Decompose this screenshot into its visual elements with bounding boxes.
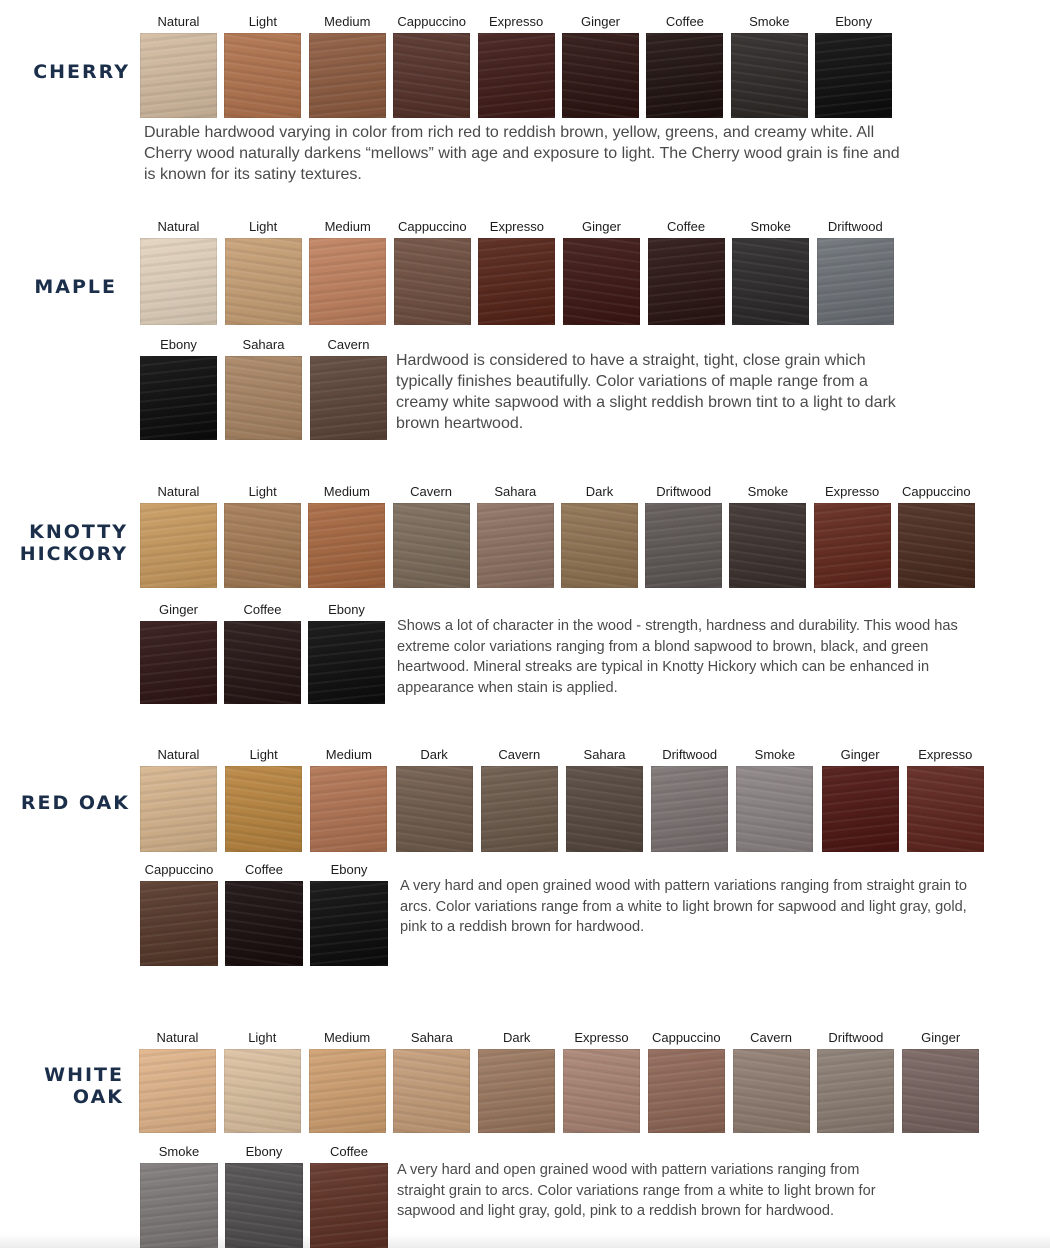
stain-label: Expresso [918, 747, 973, 762]
stain-swatch [822, 747, 899, 852]
stain-swatch [651, 747, 728, 852]
stain-swatch [140, 484, 217, 588]
wood-sample-chip [731, 33, 808, 118]
wood-sample-chip [140, 356, 217, 440]
stain-label: Medium [324, 14, 371, 29]
wood-sample-chip [140, 1163, 218, 1248]
stain-label: Driftwood [662, 747, 718, 762]
wood-sample-chip [817, 1049, 894, 1133]
stain-swatch [225, 219, 302, 325]
stain-swatch [225, 862, 303, 966]
stain-swatch [814, 484, 891, 588]
stain-swatch [224, 14, 301, 118]
wood-sample-chip [225, 238, 302, 325]
stain-swatch [140, 219, 217, 325]
stain-swatch [817, 219, 894, 325]
stain-label: Sahara [242, 337, 285, 352]
wood-title-line: WHITE [44, 1064, 124, 1086]
stain-swatch [566, 747, 643, 852]
stain-swatch [139, 1030, 216, 1133]
stain-swatch [140, 862, 218, 966]
wood-sample-chip [394, 238, 471, 325]
stain-swatch [225, 747, 302, 852]
wood-sample-chip [563, 238, 640, 325]
stain-swatch [393, 1030, 470, 1133]
wood-sample-chip [736, 766, 813, 852]
wood-description-cherry: Durable hardwood varying in color from rich red to reddish brown, yellow, greens, and creamy white. All Cherry wood naturally darkens “mellows” with age and exposure to light. The Cherry wood grain is fine and is known for its satiny textures. [144, 124, 900, 183]
stain-swatch [648, 219, 725, 325]
wood-sample-chip [563, 1049, 640, 1133]
stain-swatch [225, 337, 302, 440]
wood-sample-chip [310, 766, 387, 852]
stain-label: Cappuccino [144, 862, 214, 877]
stain-swatch [563, 219, 640, 325]
stain-swatch [902, 1030, 979, 1133]
wood-sample-chip [308, 621, 385, 704]
stain-swatch [140, 337, 217, 440]
wood-sample-chip [310, 1163, 388, 1248]
stain-swatch [562, 14, 639, 118]
stain-swatch [393, 14, 470, 118]
wood-sample-chip [562, 33, 639, 118]
stain-label: Natural [157, 14, 200, 29]
stain-label: Natural [157, 484, 200, 499]
wood-sample-chip [651, 766, 728, 852]
wood-sample-chip [224, 1049, 301, 1133]
stain-label: Cavern [327, 337, 370, 352]
wood-title-white-oak [20, 1064, 124, 1108]
wood-sample-chip [140, 503, 217, 588]
wood-title-maple [20, 276, 117, 298]
stain-label: Driftwood [656, 484, 712, 499]
stain-swatch [648, 1030, 725, 1133]
stain-swatch [729, 484, 806, 588]
wood-sample-chip [733, 1049, 810, 1133]
stain-label: Medium [325, 747, 373, 762]
stain-label: Light [248, 14, 277, 29]
stain-label: Smoke [754, 747, 796, 762]
wood-sample-chip [645, 503, 722, 588]
wood-sample-chip [225, 881, 303, 966]
stain-swatch [140, 747, 217, 852]
wood-sample-chip [646, 33, 723, 118]
stain-label: Smoke [747, 484, 789, 499]
stain-swatch [907, 747, 984, 852]
stain-swatch [310, 747, 387, 852]
wood-sample-chip [817, 238, 894, 325]
stain-label: Ebony [328, 602, 365, 617]
stain-swatch [396, 747, 473, 852]
wood-sample-chip [140, 766, 217, 852]
stain-swatch [224, 602, 301, 704]
wood-sample-chip [224, 503, 301, 588]
stain-swatch [394, 219, 471, 325]
stain-swatch [481, 747, 558, 852]
wood-sample-chip [648, 238, 725, 325]
stain-swatch [309, 1030, 386, 1133]
stain-swatch [393, 484, 470, 588]
stain-label: Ginger [840, 747, 880, 762]
wood-sample-chip [648, 1049, 725, 1133]
stain-swatch [815, 14, 892, 118]
stain-swatch [310, 337, 387, 440]
stain-swatch [309, 14, 386, 118]
wood-sample-chip [139, 1049, 216, 1133]
stain-label: Light [248, 1030, 277, 1045]
wood-sample-chip [478, 33, 555, 118]
stain-swatch [224, 1030, 301, 1133]
stain-swatch [732, 219, 809, 325]
stain-swatch [310, 862, 388, 966]
stain-label: Ebony [160, 337, 197, 352]
wood-sample-chip [309, 33, 386, 118]
stain-label: Dark [502, 1030, 531, 1045]
stain-label: Dark [420, 747, 448, 762]
stain-swatch [736, 747, 813, 852]
stain-swatch [310, 1144, 388, 1248]
stain-label: Ginger [158, 602, 199, 617]
stain-swatch [817, 1030, 894, 1133]
wood-sample-chip [310, 881, 388, 966]
wood-sample-chip [140, 238, 217, 325]
stain-label: Expresso [488, 14, 544, 29]
stain-swatch [140, 602, 217, 704]
stain-label: Dark [585, 484, 614, 499]
wood-sample-chip [907, 766, 984, 852]
wood-description-red-oak: A very hard and open grained wood with pattern variations ranging from straight grain to arcs. Color variations range from a white to light brown for sapwood and light gray, gold, pink to a reddish brown for hardwood. [400, 878, 968, 935]
stain-label: Cappuccino [901, 484, 971, 499]
wood-title-line: HICKORY [19, 543, 128, 565]
wood-title-line: KNOTTY [29, 521, 128, 543]
wood-title-line: MAPLE [34, 276, 117, 298]
wood-sample-chip [225, 356, 302, 440]
stain-label: Expresso [824, 484, 880, 499]
stain-swatch [308, 484, 385, 588]
stain-label: Cavern [410, 484, 453, 499]
wood-sample-chip [393, 1049, 470, 1133]
stain-swatch [477, 484, 554, 588]
wood-sample-chip [561, 503, 638, 588]
stain-label: Sahara [494, 484, 537, 499]
stain-swatch [224, 484, 301, 588]
stain-swatch [645, 484, 722, 588]
wood-sample-chip [902, 1049, 979, 1133]
stain-swatch [308, 602, 385, 704]
stain-swatch [733, 1030, 810, 1133]
wood-sample-chip [814, 503, 891, 588]
wood-sample-chip [225, 766, 302, 852]
wood-sample-chip [225, 1163, 303, 1248]
wood-sample-chip [140, 621, 217, 704]
stain-label: Natural [157, 219, 200, 234]
wood-sample-chip [140, 33, 217, 118]
stain-label: Natural [156, 1030, 199, 1045]
stain-swatch [140, 1144, 218, 1248]
stain-label: Light [249, 747, 278, 762]
stain-swatch [140, 14, 217, 118]
stain-label: Ginger [580, 14, 621, 29]
stain-label: Ginger [921, 1030, 961, 1045]
wood-sample-chip [898, 503, 975, 588]
wood-sample-chip [309, 238, 386, 325]
stain-swatch [731, 14, 808, 118]
wood-sample-chip [224, 621, 301, 704]
stain-label: Driftwood [827, 219, 883, 234]
wood-sample-chip [481, 766, 558, 852]
stain-label: Sahara [410, 1030, 453, 1045]
stain-label: Sahara [583, 747, 626, 762]
stain-label: Medium [324, 219, 371, 234]
wood-title-line: RED OAK [20, 792, 130, 814]
wood-title-knotty-hickory [10, 521, 128, 565]
stain-swatch [898, 484, 975, 588]
wood-description-maple: Hardwood is considered to have a straight, tight, close grain which typically finishes beautifully. Color variations of maple range from a creamy white sapwood with a slight reddish brown tint to a light to dark brown heartwood. [396, 352, 896, 432]
wood-description-knotty-hickory: Shows a lot of character in the wood - strength, hardness and durability. This wood has extreme color variations ranging from a blond sapwood to brown, black, and green heartwood. Mineral streaks are typical in Knotty Hickory which can be enhanced in appearance when stain is applied. [397, 618, 958, 696]
stain-swatch [225, 1144, 303, 1248]
stain-label: Driftwood [828, 1030, 884, 1045]
stain-label: Ginger [581, 219, 622, 234]
wood-title-line: CHERRY [33, 61, 130, 83]
wood-sample-chip [822, 766, 899, 852]
wood-sample-chip [140, 881, 218, 966]
stain-swatch [561, 484, 638, 588]
wood-sample-chip [310, 356, 387, 440]
stain-label: Coffee [244, 862, 284, 877]
stain-swatch [563, 1030, 640, 1133]
stain-label: Expresso [574, 1030, 629, 1045]
stain-label: Coffee [243, 602, 282, 617]
stain-label: Cappuccino [397, 14, 467, 29]
wood-sample-chip [478, 1049, 555, 1133]
stain-label: Smoke [158, 1144, 200, 1159]
wood-sample-chip [309, 1049, 386, 1133]
stain-swatch [478, 14, 555, 118]
stain-label: Cappuccino [397, 219, 467, 234]
wood-sample-chip [393, 33, 470, 118]
stain-swatch [646, 14, 723, 118]
stain-label: Smoke [749, 14, 790, 29]
stain-label: Natural [157, 747, 200, 762]
stain-label: Ebony [245, 1144, 283, 1159]
stain-label: Coffee [329, 1144, 369, 1159]
wood-title-line: OAK [72, 1086, 124, 1108]
wood-sample-chip [815, 33, 892, 118]
stain-swatch [309, 219, 386, 325]
wood-sample-chip [393, 503, 470, 588]
wood-sample-chip [477, 503, 554, 588]
stain-label: Cappuccino [651, 1030, 721, 1045]
stain-label: Ebony [330, 862, 368, 877]
stain-label: Coffee [665, 14, 704, 29]
stain-label: Ebony [835, 14, 873, 29]
stain-label: Cavern [498, 747, 541, 762]
wood-sample-chip [729, 503, 806, 588]
stain-label: Expresso [489, 219, 544, 234]
stain-label: Smoke [750, 219, 791, 234]
stain-label: Coffee [667, 219, 706, 234]
stain-label: Medium [323, 484, 371, 499]
stain-label: Light [248, 219, 278, 234]
wood-sample-chip [308, 503, 385, 588]
wood-title-cherry [20, 61, 130, 83]
wood-sample-chip [478, 238, 555, 325]
wood-sample-chip [732, 238, 809, 325]
wood-description-white-oak: A very hard and open grained wood with pattern variations ranging from straight grain to arcs. Color variations range from a white to light brown for sapwood and light gray, gold, pink to a reddish brown for hardwood. [397, 1162, 876, 1219]
stain-label: Medium [323, 1030, 371, 1045]
wood-sample-chip [566, 766, 643, 852]
stain-swatch [478, 1030, 555, 1133]
wood-sample-chip [224, 33, 301, 118]
stain-label: Light [248, 484, 277, 499]
wood-sample-chip [396, 766, 473, 852]
stain-label: Cavern [750, 1030, 793, 1045]
wood-title-red-oak [10, 792, 130, 814]
stain-swatch [478, 219, 555, 325]
